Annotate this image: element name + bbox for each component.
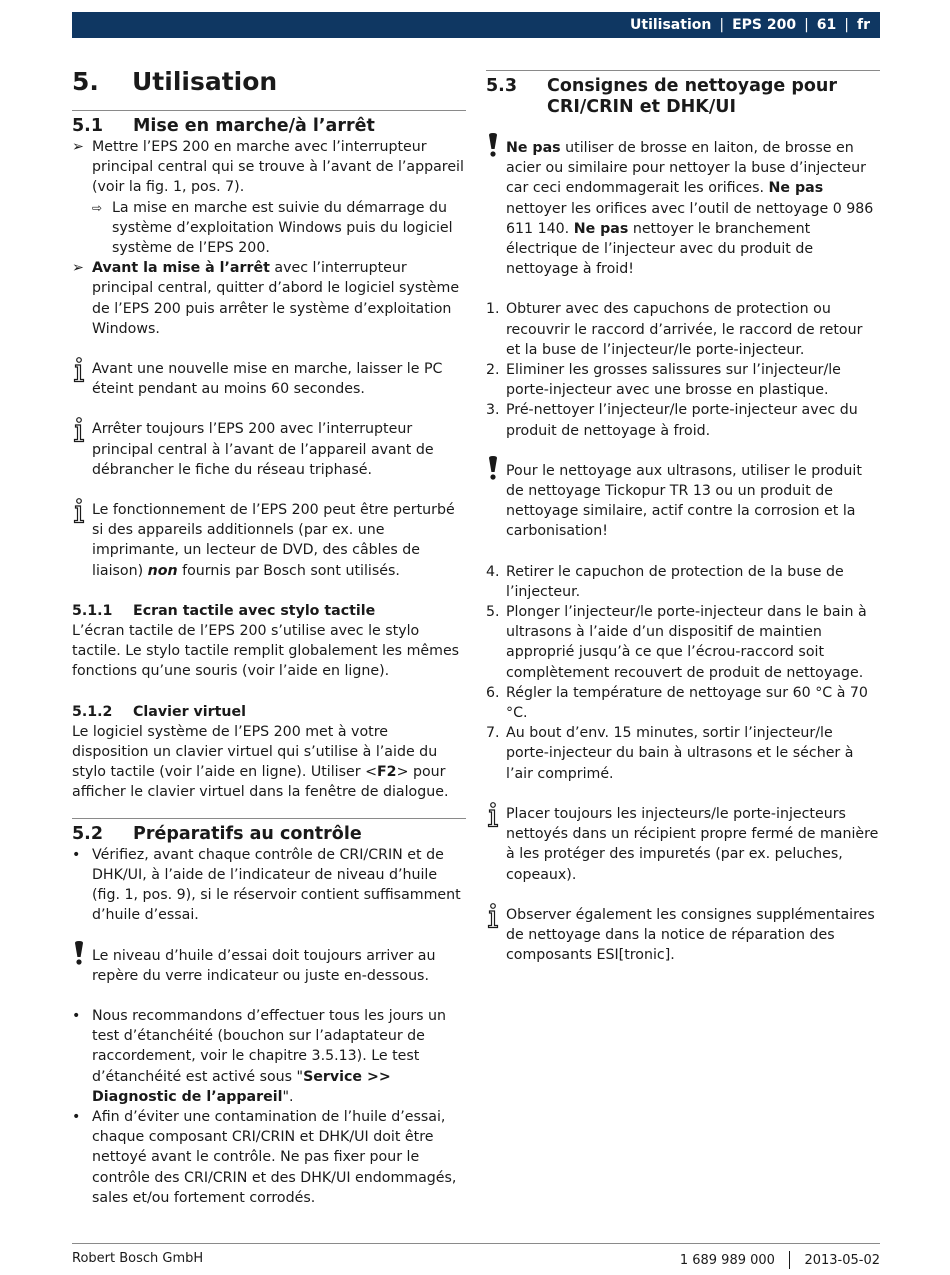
note-text: Observer également les consignes supplémentaires de nettoyage dans la notice de réparation des composants ESI[tronic].: [506, 906, 875, 964]
section-number: 5.3: [486, 76, 518, 96]
footer-company: Robert Bosch GmbH: [72, 1251, 204, 1266]
step-text: Retirer le capuchon de protection de la buse de l’injecteur.: [506, 563, 844, 600]
bullet-icon: •: [72, 1108, 81, 1125]
note-text: Le fonctionnement de l’EPS 200 peut être perturbé si des appareils additionnels (par ex. une imprimante, un lecteur de DVD, des câbles de liaison): [92, 502, 455, 579]
bullet-text: Nous recommandons d’effectuer tous les jours un test d’étanchéité (bouchon sur l’adaptateur de raccordement, voir le chapitre 3.5.13). Le test d’étanchéité est activé sous ": [92, 1007, 447, 1085]
header-product: EPS 200: [732, 17, 797, 33]
section-5-1-title: [72, 110, 466, 137]
arrow-icon: ➢: [72, 260, 84, 277]
subsection-heading: Clavier virtuel: [133, 703, 246, 720]
warning-note: [72, 946, 466, 986]
footer-doc-number: 1 689 989 000: [679, 1252, 775, 1268]
warning-text: utiliser de brosse en laiton, de brosse en acier ou similaire pour nettoyer la buse d’injecteur car ceci endommagerait les orifices.: [506, 140, 866, 197]
numbered-step: [486, 683, 880, 723]
note-text: Avant une nouvelle mise en marche, laisser le PC éteint pendant au moins 60 secondes.: [92, 361, 443, 398]
numbered-steps-4-7: [486, 562, 880, 784]
paragraph-text: Le logiciel système de l’EPS 200 met à votre disposition un clavier virtuel qui s’utilise à l’aide du stylo tactile (voir l’aide en ligne). Utiliser <: [72, 723, 438, 781]
numbered-step: [486, 360, 880, 400]
warning-text: Pour le nettoyage aux ultrasons, utiliser le produit de nettoyage Tickopur TR 13 ou un produit de nettoyage similaire, actif contre la corrosion et la carbonisation!: [506, 462, 862, 540]
step-text: Plonger l’injecteur/le porte-injecteur dans le bain à ultrasons à l’aide d’un dispositif de maintien approprié jusqu’à ce que l’écrou-raccord soit complètement recouvert de produit de nettoyage.: [506, 604, 867, 681]
menu-path: Service >> Diagnostic de l’appareil: [92, 1068, 391, 1105]
numbered-step: [486, 562, 880, 602]
instruction-step: [72, 137, 466, 198]
note-text: Arrêter toujours l’EPS 200 avec l’interrupteur principal central à l’avant de l’appareil avant de débrancher le fiche du réseau triphasé.: [92, 421, 434, 478]
bullet-icon: •: [72, 846, 81, 863]
page-header: [72, 12, 880, 38]
numbered-step: [486, 299, 880, 360]
step-number: 6.: [486, 684, 500, 701]
paragraph: [72, 722, 466, 803]
note-text: fournis par Bosch sont utilisés.: [177, 562, 400, 579]
bullet-text: Afin d’éviter une contamination de l’huile d’essai, chaque composant CRI/CRIN et DHK/UI doit être nettoyé avant le contrôle. Ne pas fixer pour le contrôle des CRI/CRIN et des DHK/UI endommagés, sales et/ou fortement corrodés.: [92, 1108, 457, 1206]
step-text: Obturer avec des capuchons de protection ou recouvrir le raccord d’arrivée, le raccord de retour et la buse de l’injecteur/le porte-injecteur.: [506, 301, 863, 358]
chapter-heading: Utilisation: [132, 67, 278, 96]
bullet-item: [72, 1107, 466, 1208]
key-label: F2: [376, 764, 397, 781]
warning-icon: [72, 946, 92, 978]
section-heading: Consignes de nettoyage pour CRI/CRIN et DHK/UI: [547, 76, 838, 117]
step-text: Pré-nettoyer l’injecteur/le porte-injecteur avec du produit de nettoyage à froid.: [506, 402, 858, 439]
info-icon: [486, 804, 506, 836]
subsection-heading: Ecran tactile avec stylo tactile: [133, 602, 376, 619]
subsection-number: 5.1.1: [72, 602, 113, 619]
warning-text: nettoyer le branchement électrique de l’injecteur avec du produit de nettoyage à froid!: [506, 220, 814, 278]
step-text: Régler la température de nettoyage sur 60 °C à 70 °C.: [506, 684, 868, 722]
subsection-number: 5.1.2: [72, 703, 113, 720]
bullet-item: [72, 845, 466, 926]
footer-right: [680, 1251, 880, 1269]
info-note: [72, 500, 466, 581]
numbered-step: [486, 723, 880, 784]
step-text: Au bout d’env. 15 minutes, sortir l’injecteur/le porte-injecteur du bain à ultrasons et le sécher à l’air comprimé.: [506, 725, 854, 782]
header-page-number: 61: [816, 17, 837, 33]
section-5-1-2-title: [72, 702, 466, 722]
warning-bold-text: Ne pas: [573, 220, 629, 237]
section-number: 5.1: [72, 116, 104, 136]
step-number: 4.: [486, 563, 500, 580]
instruction-step: [72, 258, 466, 339]
note-emphasis: non: [147, 562, 178, 579]
footer-separator: [789, 1251, 791, 1269]
chapter-number: 5.: [72, 67, 99, 96]
info-icon: [72, 419, 92, 451]
info-note: [486, 905, 880, 966]
paragraph: L’écran tactile de l’EPS 200 s’utilise avec le stylo tactile. Le stylo tactile remplit globalement les mêmes fonctions qu’une souris (voir l’aide en ligne).: [72, 623, 460, 680]
bullet-text: ".: [282, 1088, 294, 1105]
warning-icon: [486, 461, 506, 493]
header-separator: |: [804, 17, 809, 33]
step-number: 3.: [486, 402, 500, 419]
header-section: Utilisation: [630, 17, 712, 33]
section-number: 5.2: [72, 823, 104, 844]
info-note: [72, 419, 466, 480]
result-arrow-icon: ⇨: [92, 200, 103, 215]
numbered-step: [486, 400, 880, 440]
header-language: fr: [857, 17, 870, 33]
note-text: Placer toujours les injecteurs/le porte-injecteurs nettoyés dans un récipient propre fermé de manière à les protéger des impuretés (par ex. peluches, copeaux).: [506, 805, 879, 883]
step-number: 1.: [486, 301, 500, 318]
warning-note: [486, 138, 880, 279]
section-5-3-title: [486, 70, 880, 118]
instruction-result: [72, 198, 466, 259]
step-text: Eliminer les grosses salissures sur l’injecteur/le porte-injecteur avec une brosse en plastique.: [506, 362, 841, 399]
info-icon: [72, 359, 92, 391]
step-text: Mettre l’EPS 200 en marche avec l’interrupteur principal central qui se trouve à l’avant de l’appareil (voir la fig. 1, pos. 7).: [92, 139, 464, 196]
info-icon: [72, 500, 92, 532]
warning-text: nettoyer les orifices avec l’outil de nettoyage 0 986 611 140.: [506, 200, 874, 237]
header-separator: |: [719, 17, 725, 33]
arrow-icon: ➢: [72, 139, 84, 155]
info-note: [72, 359, 466, 399]
warning-bold-text: Ne pas: [768, 180, 824, 197]
header-separator: |: [844, 17, 849, 33]
section-5-2-title: [72, 818, 466, 845]
section-heading: Mise en marche/à l’arrêt: [133, 116, 375, 136]
step-text: avec l’interrupteur principal central, quitter d’abord le logiciel système de l’EPS 200 puis arrêter le système d’exploitation Windows.: [92, 260, 460, 337]
warning-icon: [486, 138, 506, 170]
numbered-step: [486, 602, 880, 683]
numbered-steps-1-3: [486, 299, 880, 440]
step-number: 2.: [486, 362, 500, 379]
right-column: [486, 70, 880, 965]
footer-date: 2013-05-02: [804, 1252, 880, 1268]
bullet-item: [72, 1006, 466, 1107]
bullet-icon: •: [72, 1007, 81, 1024]
result-text: La mise en marche est suivie du démarrage du système d’exploitation Windows puis du logiciel système de l’EPS 200.: [112, 199, 453, 257]
info-icon: [486, 905, 506, 937]
left-column: [72, 64, 466, 1208]
section-5-1-1-title: [72, 601, 466, 621]
warning-bold-text: Ne pas: [506, 140, 561, 156]
bullet-text: Vérifiez, avant chaque contrôle de CRI/CRIN et de DHK/UI, à l’aide de l’indicateur de niveau d’huile (fig. 1, pos. 9), si le réservoir contient suffisamment d’huile d’essai.: [92, 846, 461, 924]
section-heading: Préparatifs au contrôle: [133, 823, 362, 844]
step-bold-text: Avant la mise à l’arrêt: [92, 260, 270, 277]
warning-note: [486, 461, 880, 542]
step-number: 7.: [486, 725, 500, 742]
warning-text: Le niveau d’huile d’essai doit toujours arriver au repère du verre indicateur ou juste en-dessous.: [92, 947, 436, 984]
paragraph-text: > pour afficher le clavier virtuel dans la fenêtre de dialogue.: [72, 764, 449, 801]
step-number: 5.: [486, 604, 500, 621]
footer-divider: [72, 1243, 880, 1244]
info-note: [486, 804, 880, 885]
chapter-title: [72, 64, 466, 100]
